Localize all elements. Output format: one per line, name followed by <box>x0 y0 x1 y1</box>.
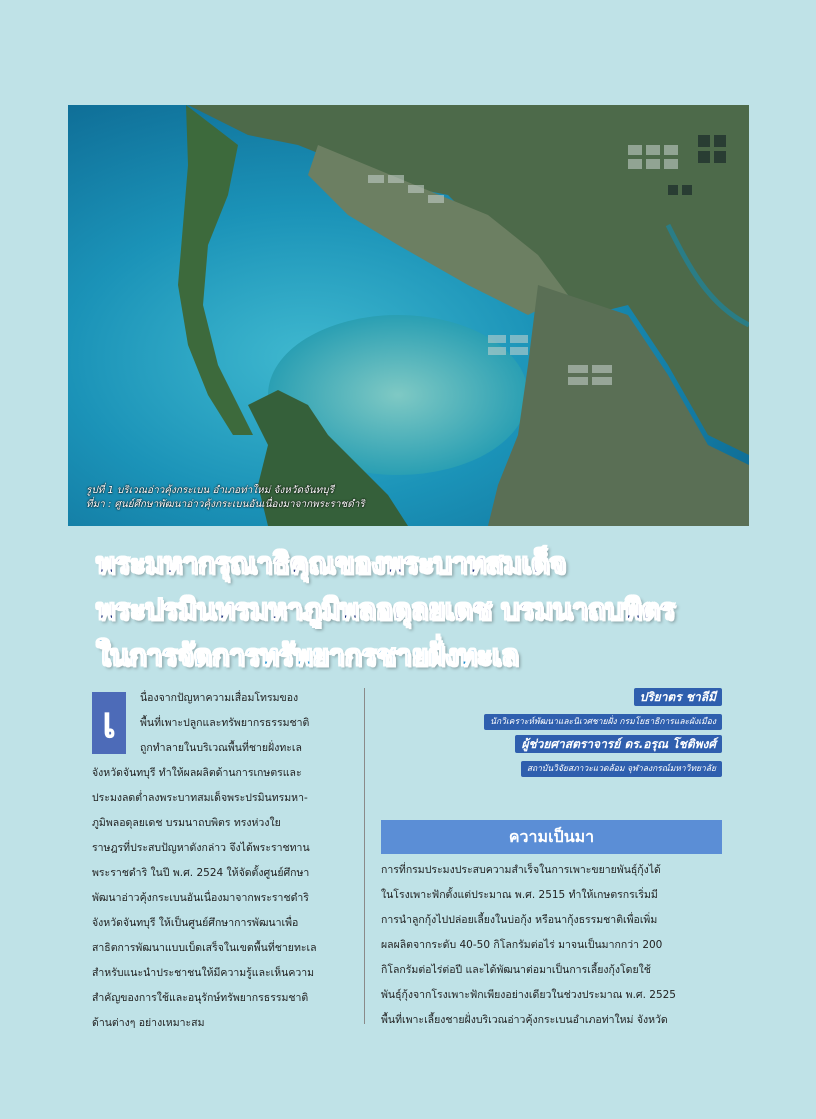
author-name-2: ผู้ช่วยศาสตราจารย์ ดร.อรุณ โชติพงศ์ <box>515 735 722 753</box>
drop-cap: เ <box>92 692 126 754</box>
body-line: สาธิตการพัฒนาแบบเบ็ดเสร็จในเขตพื้นที่ชายทะเล <box>92 942 317 954</box>
body-line: พื้นที่เพาะปลูกและทรัพยากรธรรมชาติ <box>140 717 310 729</box>
caption-line-1: รูปที่ 1 บริเวณอ่าวคุ้งกระเบน อำเภอท่าใหม่ จังหวัดจันทบุรี <box>86 485 334 496</box>
column-divider <box>364 688 365 1024</box>
author-affiliation-2: สถาบันวิจัยสภาวะแวดล้อม จุฬาลงกรณ์มหาวิทยาลัย <box>521 761 722 777</box>
title-line-2: พระปรมินทรมหาภูมิพลอดุลยเดช บรมนาถบพิตร <box>96 592 675 626</box>
body-line: พระราชดำริ ในปี พ.ศ. 2524 ให้จัดตั้งศูนย์ศึกษา <box>92 867 310 879</box>
body-right-column <box>381 858 722 1033</box>
aerial-bay-image <box>68 105 749 526</box>
body-line: จังหวัดจันทบุรี ให้เป็นศูนย์ศึกษาการพัฒนาเพื่อ <box>92 917 299 929</box>
body-line: พัฒนาอ่าวคุ้งกระเบนอันเนื่องมาจากพระราชดำริ <box>92 892 309 904</box>
body-line: ด้านต่างๆ อย่างเหมาะสม <box>92 1017 205 1029</box>
author-block <box>440 686 722 780</box>
body-line: ประมงลดต่ำลงพระบาทสมเด็จพระปรมินทรมหา- <box>92 792 308 804</box>
caption-line-2: ที่มา : ศูนย์ศึกษาพัฒนาอ่าวคุ้งกระเบนอันเนื่องมาจากพระราชดำริ <box>86 499 365 510</box>
body-line: พื้นที่เพาะเลี้ยงชายฝั่งบริเวณอ่าวคุ้งกระเบนอำเภอท่าใหม่ จังหวัด <box>381 1014 668 1026</box>
body-line: การที่กรมประมงประสบความสำเร็จในการเพาะขยายพันธุ์กุ้งได้ <box>381 864 661 876</box>
author-name-1: ปริยาตร ชาลีมี <box>634 688 722 706</box>
figure-caption <box>86 484 606 512</box>
body-line: กิโลกรัมต่อไร่ต่อปี และได้พัฒนาต่อมาเป็นการเลี้ยงกุ้งโดยใช้ <box>381 964 651 976</box>
article-title <box>96 540 786 678</box>
aerial-photo <box>68 105 749 526</box>
body-line: พันธุ์กุ้งจากโรงเพาะฟักเพียงอย่างเดียวในช่วงประมาณ พ.ศ. 2525 <box>381 989 676 1001</box>
body-line: ถูกทำลายในบริเวณพื้นที่ชายฝั่งทะเล <box>140 742 302 754</box>
body-line: ราษฎรที่ประสบปัญหาดังกล่าว จึงได้พระราชทาน <box>92 842 310 854</box>
body-line: ภูมิพลอดุลยเดช บรมนาถบพิตร ทรงห่วงใย <box>92 817 281 829</box>
body-left-column <box>92 686 348 1036</box>
body-line: การนำลูกกุ้งไปปล่อยเลี้ยงในบ่อกุ้ง หรือนากุ้งธรรมชาติเพื่อเพิ่ม <box>381 914 658 926</box>
author-affiliation-1: นักวิเคราะห์พัฒนาและนิเวศชายฝั่ง กรมโยธาธิการและผังเมือง <box>484 714 722 730</box>
body-line: สำคัญของการใช้และอนุรักษ์ทรัพยากรธรรมชาติ <box>92 992 309 1004</box>
title-line-1: พระมหากรุณาธิคุณของพระบาทสมเด็จ <box>96 546 566 580</box>
body-line: นื่องจากปัญหาความเสื่อมโทรมของ <box>140 692 299 704</box>
body-line: ในโรงเพาะฟักตั้งแต่ประมาณ พ.ศ. 2515 ทำให้เกษตรกรเริ่มมี <box>381 889 658 901</box>
section-heading: ความเป็นมา <box>381 820 722 854</box>
title-line-3: ในการจัดการทรัพยากรชายฝั่งทะเล <box>96 638 519 672</box>
body-line: ผลผลิตจากระดับ 40-50 กิโลกรัมต่อไร่ มาจนเป็นมากกว่า 200 <box>381 939 663 951</box>
body-line: สำหรับแนะนำประชาชนให้มีความรู้และเห็นความ <box>92 967 315 979</box>
body-line: จังหวัดจันทบุรี ทำให้ผลผลิตด้านการเกษตรและ <box>92 767 302 779</box>
